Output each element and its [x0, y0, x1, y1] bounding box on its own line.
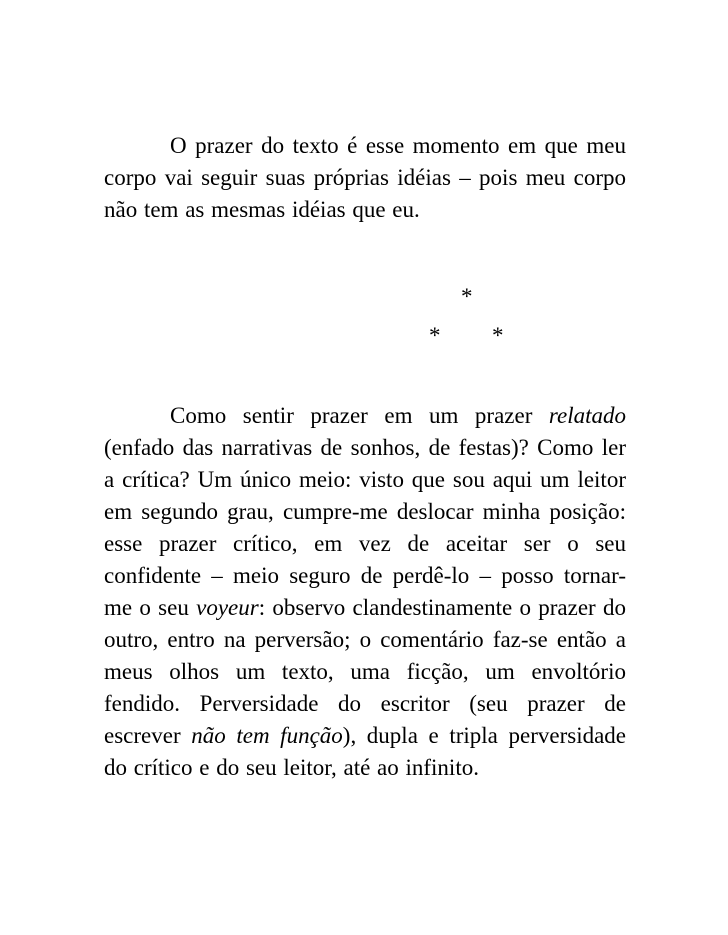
paragraph-2: [104, 400, 626, 784]
paragraph-2-text-part-3: : observo clandestinamente o prazer do outro, entro na perversão; o comentário faz-se então a meus olhos um texto, uma ficção, um envoltório fendido. Perversidade do escritor (seu prazer de escrever: [104, 595, 626, 748]
paragraph-2-italic-voyeur: voyeur: [196, 595, 259, 620]
separator-asterisk-top: *: [461, 284, 473, 309]
paragraph-2-text-part-1: Como sentir prazer em um prazer: [170, 403, 549, 428]
separator-asterisk-right: *: [492, 323, 504, 348]
paragraph-1: [104, 130, 626, 226]
paragraph-2-text-part-2: (enfado das narrativas de sonhos, de festas)? Como ler a crítica? Um único meio: visto que sou aqui um leitor em segundo grau, cumpre-me deslocar minha posição: esse prazer crítico, em vez de aceitar ser o seu confidente – meio seguro de perdê-lo – posso tornar-me o seu: [104, 435, 626, 620]
paragraph-2-italic-relatado: relatado: [548, 403, 626, 428]
separator-asterisk-left: *: [429, 323, 441, 348]
paragraph-2-text-part-4: ), dupla e tripla perversidade do crítico e do seu leitor, até ao infinito.: [104, 723, 627, 780]
paragraph-1-text: O prazer do texto é esse momento em que meu corpo vai seguir suas próprias idéias – pois meu corpo não tem as mesmas idéias que eu.: [104, 133, 626, 222]
document-page: [104, 0, 626, 935]
paragraph-2-italic-nao-tem-funcao: não tem função: [191, 723, 343, 748]
